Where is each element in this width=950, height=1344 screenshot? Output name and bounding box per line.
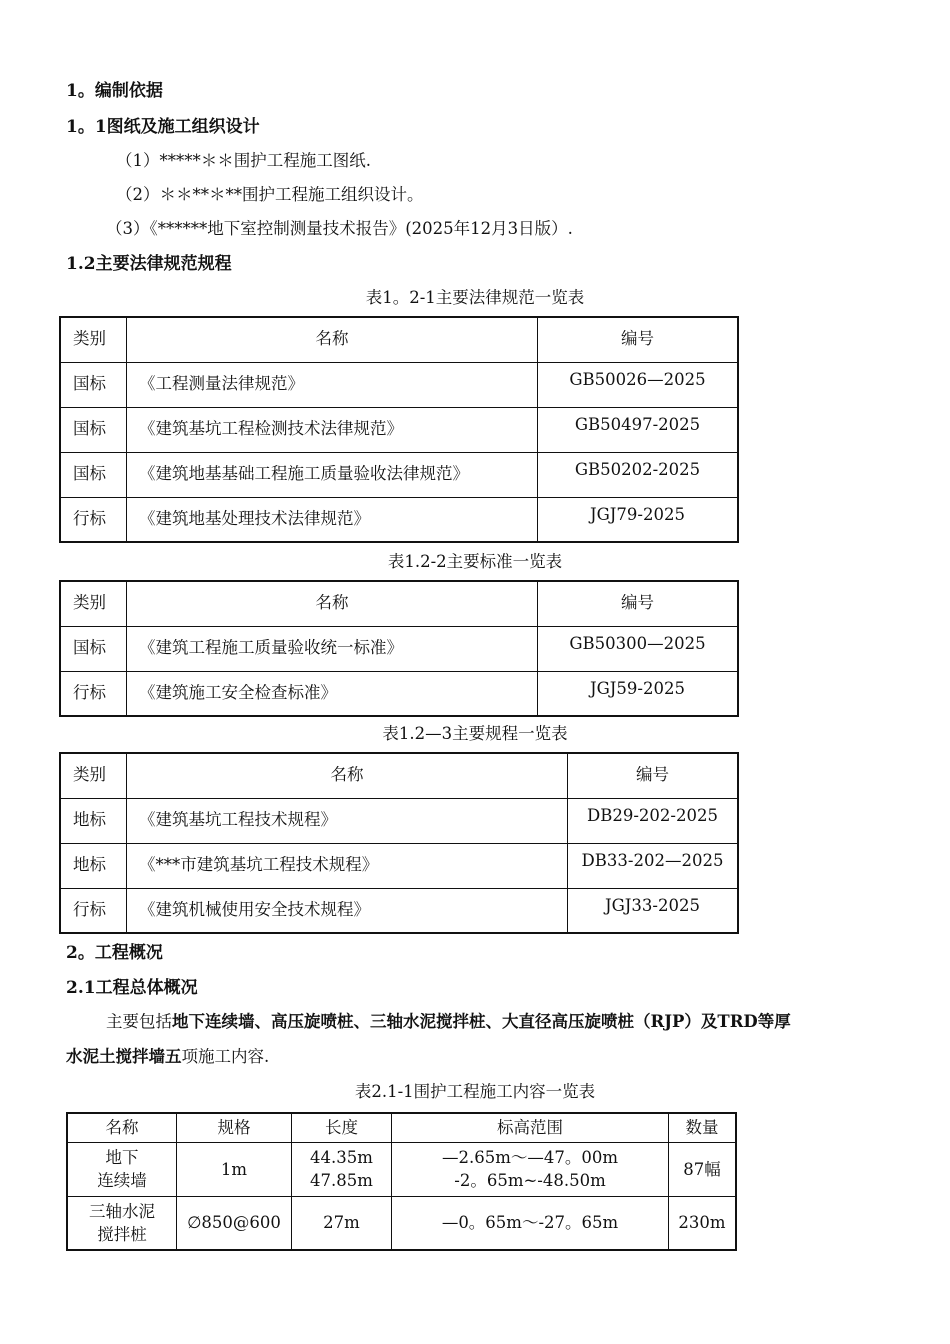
elevation-cell	[392, 1142, 669, 1196]
reference-item: （3）《******地下室控制测量技术报告》(2025年12月3日版）.	[106, 219, 573, 238]
table-header-row	[60, 753, 738, 798]
quantity-cell: 87幅	[669, 1142, 737, 1196]
overview-bold-text: 地下连续墙、高压旋喷桩、三轴水泥搅拌桩、大直径高压旋喷桩（RJP）及TRD等厚	[172, 1012, 791, 1031]
table-row	[60, 888, 738, 933]
header-cell: 数量	[669, 1113, 737, 1142]
category-cell: 地标	[60, 798, 127, 843]
name-cell: 《建筑基坑工程技术规程》	[127, 798, 568, 843]
header-cell: 编号	[568, 753, 739, 798]
section-1-heading: 1。编制依据	[66, 81, 163, 101]
header-cell: 名称	[127, 317, 538, 362]
elevation-cell: —0。65m～-27。65m	[392, 1196, 669, 1250]
table-row	[60, 497, 738, 542]
header-cell: 长度	[292, 1113, 392, 1142]
table-row	[60, 626, 738, 671]
table-row	[67, 1142, 736, 1196]
category-cell: 国标	[60, 452, 127, 497]
name-cell: 《***市建筑基坑工程技术规程》	[127, 843, 568, 888]
code-cell: GB50026—2025	[538, 362, 739, 407]
table-caption: 表2.1-1围护工程施工内容一览表	[354, 1082, 596, 1101]
length-cell: 27m	[292, 1196, 392, 1250]
header-cell: 名称	[67, 1113, 177, 1142]
overview-paragraph-line-1	[106, 1008, 791, 1032]
header-cell: 编号	[538, 317, 739, 362]
category-cell: 国标	[60, 626, 127, 671]
section-1-2-heading: 1.2主要法律规范规程	[66, 254, 232, 274]
elevation-line: -2。65m~-48.50m	[454, 1171, 606, 1190]
header-cell: 类别	[60, 753, 127, 798]
table-row	[60, 798, 738, 843]
table-caption: 表1.2-2主要标准一览表	[387, 552, 563, 571]
name-line: 连续墙	[97, 1171, 147, 1190]
header-cell: 类别	[60, 581, 127, 626]
reference-item: （1）*****＊＊围护工程施工图纸.	[116, 151, 371, 170]
name-cell	[67, 1196, 177, 1250]
table-row	[60, 671, 738, 716]
name-cell	[67, 1142, 177, 1196]
procedures-table	[59, 752, 739, 934]
name-cell: 《建筑基坑工程检测技术法律规范》	[127, 407, 538, 452]
category-cell: 行标	[60, 888, 127, 933]
section-2-heading: 2。工程概况	[66, 943, 163, 963]
table-row	[67, 1196, 736, 1250]
name-cell: 《建筑地基处理技术法律规范》	[127, 497, 538, 542]
overview-suffix: 项施工内容.	[181, 1047, 270, 1066]
table-row	[60, 407, 738, 452]
reference-item: （2）＊＊**＊**围护工程施工组织设计。	[116, 185, 424, 204]
code-cell: GB50300—2025	[538, 626, 739, 671]
header-cell: 编号	[538, 581, 739, 626]
quantity-cell: 230m	[669, 1196, 737, 1250]
section-1-1-heading: 1。1图纸及施工组织设计	[66, 117, 260, 137]
category-cell: 国标	[60, 362, 127, 407]
table-header-row	[60, 581, 738, 626]
standards-table	[59, 580, 739, 717]
length-line: 47.85m	[310, 1171, 373, 1190]
category-cell: 国标	[60, 407, 127, 452]
table-row	[60, 843, 738, 888]
header-cell: 规格	[177, 1113, 292, 1142]
name-cell: 《建筑机械使用安全技术规程》	[127, 888, 568, 933]
code-cell: JGJ59-2025	[538, 671, 739, 716]
table-header-row	[67, 1113, 736, 1142]
code-cell: JGJ33-2025	[568, 888, 739, 933]
overview-paragraph-line-2	[66, 1043, 269, 1067]
code-cell: GB50497-2025	[538, 407, 739, 452]
category-cell: 行标	[60, 671, 127, 716]
overview-prefix: 主要包括	[106, 1012, 172, 1031]
length-line: 44.35m	[310, 1148, 373, 1167]
length-cell	[292, 1142, 392, 1196]
laws-table	[59, 316, 739, 543]
name-cell: 《工程测量法律规范》	[127, 362, 538, 407]
table-header-row	[60, 317, 738, 362]
header-cell: 标高范围	[392, 1113, 669, 1142]
spec-cell: ∅850@600	[177, 1196, 292, 1250]
works-table	[66, 1112, 737, 1251]
elevation-line: —2.65m～—47。00m	[441, 1148, 619, 1167]
section-2-1-heading: 2.1工程总体概况	[66, 978, 198, 998]
table-caption: 表1。2-1主要法律规范一览表	[365, 288, 585, 307]
name-line: 地下	[105, 1148, 139, 1167]
header-cell: 类别	[60, 317, 127, 362]
category-cell: 行标	[60, 497, 127, 542]
category-cell: 地标	[60, 843, 127, 888]
code-cell: JGJ79-2025	[538, 497, 739, 542]
table-caption: 表1.2—3主要规程一览表	[382, 724, 568, 743]
table-row	[60, 452, 738, 497]
header-cell: 名称	[127, 581, 538, 626]
header-cell: 名称	[127, 753, 568, 798]
code-cell: DB33-202—2025	[568, 843, 739, 888]
spec-cell: 1m	[177, 1142, 292, 1196]
name-cell: 《建筑地基基础工程施工质量验收法律规范》	[127, 452, 538, 497]
table-row	[60, 362, 738, 407]
name-cell: 《建筑施工安全检查标准》	[127, 671, 538, 716]
name-line: 三轴水泥	[89, 1201, 155, 1221]
overview-bold-text: 水泥土搅拌墙五	[66, 1047, 182, 1066]
code-cell: DB29-202-2025	[568, 798, 739, 843]
code-cell: GB50202-2025	[538, 452, 739, 497]
name-line: 搅拌桩	[97, 1224, 147, 1244]
name-cell: 《建筑工程施工质量验收统一标准》	[127, 626, 538, 671]
